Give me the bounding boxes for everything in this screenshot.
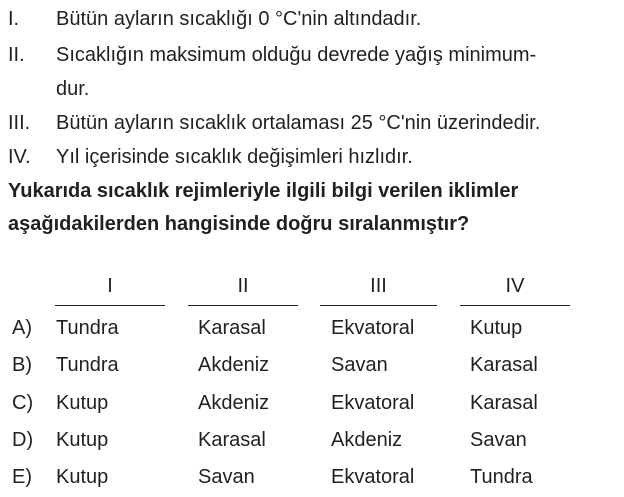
option-a-col2: Karasal [198, 317, 266, 339]
option-d-col1: Kutup [56, 429, 109, 451]
statement-2-text: Sıcaklığın maksimum olduğu devrede yağış minimum- [56, 44, 537, 66]
option-b-letter[interactable]: B) [12, 354, 32, 376]
column-rule-1 [55, 305, 165, 306]
option-a-col3: Ekvatoral [331, 317, 415, 339]
option-b-col3: Savan [331, 354, 388, 376]
option-e-col3: Ekvatoral [331, 466, 415, 488]
statement-2-number: II. [8, 44, 25, 66]
option-d-col4: Savan [470, 429, 527, 451]
option-c-col1: Kutup [56, 392, 109, 414]
option-c-col3: Ekvatoral [331, 392, 415, 414]
question-line-2: aşağıdakilerden hangisinde doğru sıralanmıştır? [8, 213, 470, 235]
option-b-col2: Akdeniz [198, 354, 270, 376]
column-rule-3 [320, 305, 437, 306]
option-d-letter[interactable]: D) [12, 429, 34, 451]
column-header-1: I [107, 275, 113, 297]
statement-2-continuation: dur. [56, 78, 90, 100]
option-e-col2: Savan [198, 466, 255, 488]
option-d-col2: Karasal [198, 429, 266, 451]
option-e-col4: Tundra [470, 466, 533, 488]
column-header-2: II [237, 275, 249, 297]
statement-1-number: I. [8, 8, 20, 30]
statement-3-text: Bütün ayların sıcaklık ortalaması 25 °C'nin üzerindedir. [56, 112, 541, 134]
option-a-col4: Kutup [470, 317, 523, 339]
statement-3-number: III. [8, 112, 31, 134]
option-a-letter[interactable]: A) [12, 317, 32, 339]
option-e-col1: Kutup [56, 466, 109, 488]
question-line-1: Yukarıda sıcaklık rejimleriyle ilgili bilgi verilen iklimler [8, 180, 519, 202]
column-rule-4 [460, 305, 570, 306]
option-e-letter[interactable]: E) [12, 466, 32, 488]
option-c-letter[interactable]: C) [12, 392, 34, 414]
statement-4-text: Yıl içerisinde sıcaklık değişimleri hızlıdır. [56, 146, 413, 168]
column-header-3: III [370, 275, 387, 297]
option-a-col1: Tundra [56, 317, 119, 339]
column-rule-2 [188, 305, 298, 306]
option-c-col2: Akdeniz [198, 392, 270, 414]
option-b-col1: Tundra [56, 354, 119, 376]
option-b-col4: Karasal [470, 354, 538, 376]
statement-1-text: Bütün ayların sıcaklığı 0 °C'nin altındadır. [56, 8, 422, 30]
statement-4-number: IV. [8, 146, 31, 168]
column-header-4: IV [505, 275, 525, 297]
option-c-col4: Karasal [470, 392, 538, 414]
option-d-col3: Akdeniz [331, 429, 403, 451]
